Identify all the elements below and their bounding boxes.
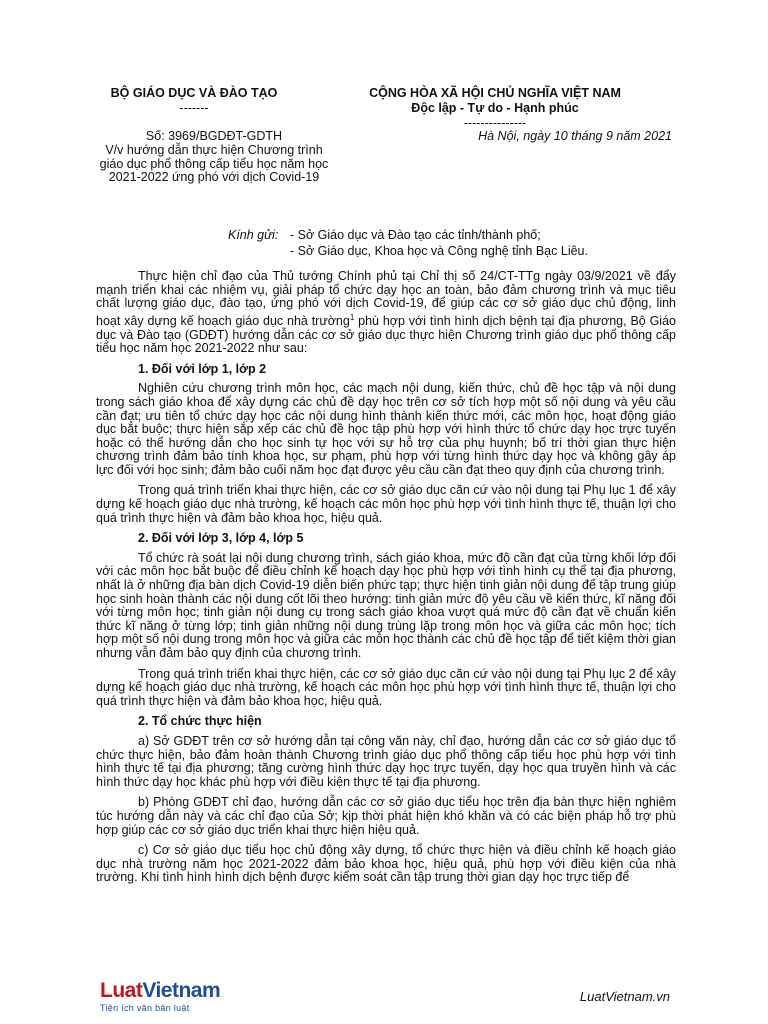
issue-date: Hà Nội, ngày 10 tháng 9 năm 2021 [478, 129, 672, 143]
recipients-label: Kính gửi: [228, 228, 279, 242]
body-paragraph: a) Sở GDĐT trên cơ sở hướng dẫn tại công văn này, chỉ đạo, hướng dẫn các cơ sở giáo dục tổ chức thực hiện, bảo đảm hoàn thành Chương trình giáo dục phổ thông cấp tiểu học phù hợp với tình hình thực tế tại địa phương; tăng cường hình thức dạy học trực tuyến, dạy học qua truyền hình và các hình thức dạy học khác phù hợp với điều kiện thực tế tại địa phương. [96, 733, 676, 789]
body-paragraph: b) Phòng GDĐT chỉ đạo, hướng dẫn các cơ sở giáo dục tiểu học trên địa bàn thực hiện nghiêm túc hướng dẫn này và các chỉ đạo của Sở; kịp thời phát hiện khó khăn và có các biện pháp hỗ trợ phù hợp giúp các cơ sở giáo dục triển khai thực hiện hiệu quả. [96, 795, 676, 837]
logo-tagline: Tiện ích văn bản luật [100, 1003, 190, 1013]
logo-part-luat: Luat [100, 979, 143, 1002]
intro-paragraph [96, 270, 676, 356]
footer-site-link[interactable]: LuatVietnam.vn [579, 989, 670, 1004]
intro-text-b: phù hợp với tình hình dịch bệnh tại địa phương, Bộ Giáo dục và Đào tạo (GDĐT) hướng dẫn các cơ sở giáo dục thực hiện Chương trình giáo dục phổ thông cấp tiểu học năm học 2021-2022 như sau: [96, 313, 676, 356]
agency-divider: ------- [179, 101, 209, 115]
country-name: CỘNG HÒA XÃ HỘI CHỦ NGHĨA VIỆT NAM [369, 86, 621, 100]
document-number: Số: 3969/BGDĐT-GDTH [145, 129, 283, 143]
recipients-list [290, 227, 588, 259]
footnote-marker[interactable]: 1 [349, 312, 355, 322]
section-heading-3: 2. Tổ chức thực hiện [138, 714, 262, 729]
issuing-agency-block [96, 86, 292, 116]
body-paragraph: Trong quá trình triển khai thực hiện, các cơ sở giáo dục căn cứ vào nội dung tại Phụ lục 2 để xây dựng kế hoạch giáo dục nhà trường, kế hoạch các môn học phù hợp với tình hình thực tế, thuận lợi cho quá trình thực hiện và đảm bảo khoa học, hiệu quả. [96, 666, 676, 708]
section-heading-1: 1. Đối với lớp 1, lớp 2 [138, 361, 267, 376]
national-motto: Độc lập - Tự do - Hạnh phúc [411, 101, 579, 115]
body-paragraph: Tổ chức rà soát lại nội dung chương trình, sách giáo khoa, mức độ cần đạt của từng khối lớp đối với các môn học bắt buộc để điều chỉnh kế hoạch dạy học phù hợp với tình hình cụ thể tại địa phương, nhất là ở những địa bàn dịch Covid-19 diễn biến phức tạp; thực hiện tinh giản nội dung để tập trung giúp học sinh hoàn thành các nội dung cốt lõi theo hướng: tinh giản mức độ yêu cầu về kiến thức, kĩ năng đối với từng môn học; tinh giản nội dung cụ trong sách giáo khoa vượt quá mức độ cần đạt về chuẩn kiến thức kĩ năng ở từng lớp; tinh giản những nội dung trùng lặp trong môn học và giữa các môn học; tích hợp một số nội dung trong môn học và giữa các môn học thành các chủ đề học tập để tiết kiệm thời gian nhưng vẫn đảm bảo quy định của chương trình. [96, 550, 676, 660]
logo-wordmark [100, 980, 220, 1002]
section-heading-2: 2. Đối với lớp 3, lớp 4, lớp 5 [138, 531, 304, 546]
recipient-item: - Sở Giáo dục, Khoa học và Công nghệ tỉnh Bạc Liêu. [290, 244, 588, 258]
body-paragraph: Trong quá trình triển khai thực hiện, các cơ sở giáo dục căn cứ vào nội dung tại Phụ lục 1 để xây dựng kế hoạch giáo dục nhà trường, kế hoạch các môn học phù hợp với tình hình thực tế, thuận lợi cho quá trình thực hiện và đảm bảo khoa học, hiệu quả. [96, 483, 676, 525]
intro-text-a: Thực hiện chỉ đạo của Thủ tướng Chính phủ tại Chỉ thị số 24/CT-TTg ngày 03/9/2021 về đẩy mạnh triển khai các nhiệm vụ, giải pháp tổ chức dạy học an toàn, bảo đảm chương trình và mục tiêu chất lượng giáo dục, đào tạo, ứng phó với dịch Covid-19, để giúp các cơ sở giáo dục chủ động, linh hoạt xây dựng kế hoạch giáo dục nhà trường [96, 269, 676, 328]
document-body [96, 270, 676, 892]
body-paragraph: c) Cơ sở giáo dục tiểu học chủ động xây dựng, tổ chức thực hiện và điều chỉnh kế hoạch giáo dục nhà trường năm học 2021-2022 đảm bảo khoa học, hiệu quả, phù hợp với điều kiện của nhà trường. Khi tình hình hình dịch bệnh được kiểm soát cần tập trung thời gian dạy học trực tiếp để [96, 843, 676, 885]
document-subject: V/v hướng dẫn thực hiện Chương trình giáo dục phổ thông cấp tiểu học năm học 2021-2022 ứng phó với dịch Covid-19 [99, 143, 329, 184]
logo-part-vietnam: Vietnam [142, 979, 221, 1002]
national-title-block [330, 86, 660, 131]
issuing-agency: BỘ GIÁO DỤC VÀ ĐÀO TẠO [110, 86, 278, 100]
luatvietnam-logo[interactable] [100, 980, 220, 1013]
motto-divider: --------------- [463, 116, 527, 130]
body-paragraph: Nghiên cứu chương trình môn học, các mạch nội dung, kiến thức, chủ đề học tập và nội dung trong sách giáo khoa để xây dựng các chủ đề dạy học trên cơ sở tích hợp một số nội dung và yêu cầu cần đạt; ưu tiên tổ chức dạy học các nội dung hình thành kiến thức mới, các môn học, hoạt động giáo dục bắt buộc; thực hiện sắp xếp các chủ đề học tập phù hợp với hình thức tổ chức dạy học trực tuyến hoặc có thể hướng dẫn cho học sinh tự học với sự hỗ trợ của phụ huynh; bố trí thời gian thực hiện chương trình đảm bảo tính khoa học, sư phạm, phù hợp với từng hình thức dạy học và không gây áp lực đối với học sinh; đảm bảo cuối năm học đạt được yêu cầu cần đạt theo quy định của chương trình. [96, 381, 676, 477]
recipient-item: - Sở Giáo dục và Đào tạo các tỉnh/thành phố; [290, 228, 541, 242]
